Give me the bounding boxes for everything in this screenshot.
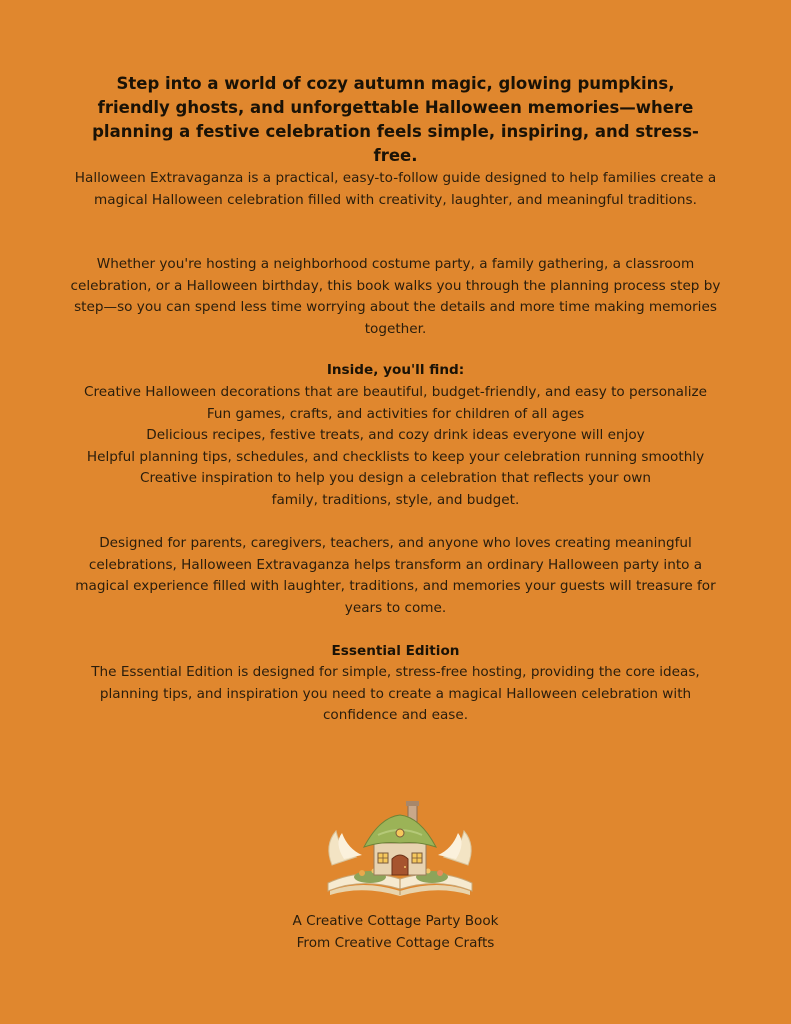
intro-paragraph: Halloween Extravaganza is a practical, easy-to-follow guide designed to help families create a magical Halloween celebration filled with creativity, laughter, and meaningful traditions. (74, 170, 717, 208)
list-item: Fun games, crafts, and activities for children of all ages (206, 405, 585, 422)
list-item: Creative Halloween decorations that are beautiful, budget-friendly, and easy to personalize (83, 384, 708, 400)
edition-heading: Essential Edition (331, 643, 460, 659)
list-item: Helpful planning tips, schedules, and checklists to keep your celebration running smoothly (86, 448, 705, 465)
hosting-paragraph: Whether you're hosting a neighborhood costume party, a family gathering, a classroom celebration, or a Halloween birthday, this book walks you through the planning process step by step—so you can spend less time worrying about the details and more time making memories together. (70, 256, 721, 337)
list-item: Delicious recipes, festive treats, and cozy drink ideas everyone will enjoy (146, 427, 645, 443)
features-list (50, 382, 741, 511)
edition-paragraph: The Essential Edition is designed for simple, stress-free hosting, providing the core ideas, planning tips, and inspiration you need to create a magical Halloween celebration with confidence and ease. (91, 664, 700, 723)
designed-for-paragraph: Designed for parents, caregivers, teachers, and anyone who loves creating meaningful celebrations, Halloween Extravaganza helps transform an ordinary Halloween party into a magical experience filled with laughter, traditions, and memories your guests will treasure for years to come. (75, 535, 716, 616)
inside-heading: Inside, you'll find: (326, 362, 465, 378)
headline: Step into a world of cozy autumn magic, glowing pumpkins, friendly ghosts, and unforgettable Halloween memories—where planning a festive celebration feels simple, inspiring, and stress-free. (92, 74, 699, 165)
footer-series-line: A Creative Cottage Party Book (292, 913, 499, 929)
footer-publisher-line: From Creative Cottage Crafts (296, 935, 495, 951)
cottage-on-open-book-icon (322, 795, 478, 903)
list-item: Creative inspiration to help you design a celebration that reflects your own family, traditions, style, and budget. (139, 470, 652, 508)
